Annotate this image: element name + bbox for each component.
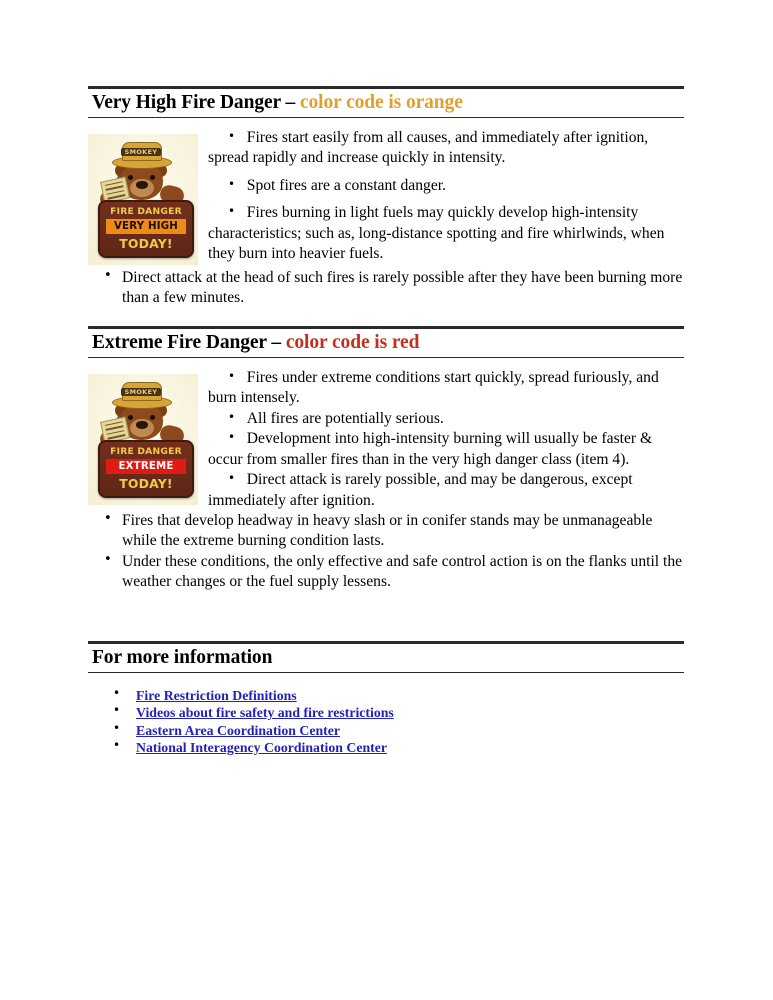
bullet-text: Fires under extreme conditions start quickly, spread furiously, and burn intensely. (208, 369, 659, 407)
bear-eye-left (128, 175, 133, 180)
list-item (88, 739, 684, 756)
link-videos-fire-safety[interactable]: Videos about fire safety and fire restrictions (136, 705, 394, 721)
heading-color-code-red: color code is red (285, 332, 420, 353)
link-eastern-area-coordination-center[interactable]: Eastern Area Coordination Center (136, 722, 340, 738)
smokey-bear-sign-extreme (88, 374, 198, 505)
smokey-bear-sign-very-high (88, 134, 198, 265)
bullet-text: Direct attack at the head of such fires is rarely possible after they have been burning more than a few minutes. (122, 268, 683, 306)
bullet-icon: • (228, 471, 236, 486)
bear-nose (136, 181, 148, 189)
list-item (88, 552, 684, 593)
bullet-text: Spot fires are a constant danger. (246, 176, 446, 194)
extreme-content (88, 368, 684, 593)
section-heading-more-information (88, 641, 684, 673)
fire-danger-sign-graphic (88, 374, 198, 505)
sign-level-extreme: EXTREME (106, 459, 186, 474)
sign-line-fire-danger: FIRE DANGER (110, 206, 182, 217)
sign-board (98, 440, 194, 498)
heading-title-text: Very High Fire Danger (92, 92, 281, 113)
smokey-hat-text: SMOKEY (124, 148, 158, 156)
bear-eye-right (150, 415, 155, 420)
smokey-hat-text: SMOKEY (124, 388, 158, 396)
list-item (88, 268, 684, 309)
bullet-icon: • (228, 430, 236, 445)
bullet-text: Fires burning in light fuels may quickly develop high-intensity characteristics; such as, long-distance spotting and fire whirlwinds, when they burn into heavier fuels. (208, 204, 665, 263)
heading-dash: – (266, 332, 286, 353)
bullet-text: Fires start easily from all causes, and immediately after ignition, spread rapidly and increase quickly in intensity. (208, 129, 649, 167)
heading-title-text: Extreme Fire Danger (92, 332, 267, 353)
sign-line-fire-danger: FIRE DANGER (110, 446, 182, 457)
resource-link-list (88, 687, 684, 757)
sign-level-very-high: VERY HIGH (106, 219, 186, 234)
bullet-icon: • (228, 204, 236, 219)
bear-eye-right (150, 175, 155, 180)
bear-eye-left (128, 415, 133, 420)
bullet-icon: • (228, 409, 236, 424)
heading-dash: – (280, 92, 300, 113)
list-item (88, 722, 684, 739)
bullet-text: Fires that develop headway in heavy slash or in conifer stands may be unmanageable while the extreme burning condition lasts. (122, 511, 653, 550)
very-high-content (88, 128, 684, 308)
fire-danger-sign-graphic (88, 134, 198, 265)
sign-line-today: TODAY! (119, 236, 173, 251)
bullet-icon: • (228, 176, 236, 191)
very-high-full-width-bullets (88, 268, 684, 309)
list-item (88, 511, 684, 552)
section-heading-very-high (88, 86, 684, 118)
sign-line-today: TODAY! (119, 476, 173, 491)
sign-board (98, 200, 194, 258)
bear-nose (136, 421, 148, 429)
page-title: For more information (92, 647, 273, 668)
heading-color-code-orange: color code is orange (299, 92, 463, 113)
section-extreme (88, 326, 684, 593)
extreme-full-width-bullets (88, 511, 684, 593)
link-fire-restriction-definitions[interactable]: Fire Restriction Definitions (136, 688, 297, 703)
section-heading-extreme (88, 326, 684, 358)
bullet-text: All fires are potentially serious. (246, 409, 444, 427)
bullet-text: Under these conditions, the only effective and safe control action is on the flanks until the weather changes or the fuel supply lessens. (122, 552, 683, 591)
list-item (88, 687, 684, 704)
document-page (88, 0, 684, 1000)
bullet-text: Development into high-intensity burning will usually be faster & occur from smaller fires than in the very high danger class (item 4). (208, 430, 653, 468)
bullet-icon: • (228, 129, 236, 143)
bullet-icon: • (228, 369, 236, 383)
list-item (88, 704, 684, 721)
section-more-information (88, 641, 684, 757)
bullet-text: Direct attack is rarely possible, and may be dangerous, except immediately after ignition. (208, 471, 633, 509)
section-very-high (88, 86, 684, 308)
link-national-interagency-coordination-center[interactable]: National Interagency Coordination Center (136, 740, 388, 756)
